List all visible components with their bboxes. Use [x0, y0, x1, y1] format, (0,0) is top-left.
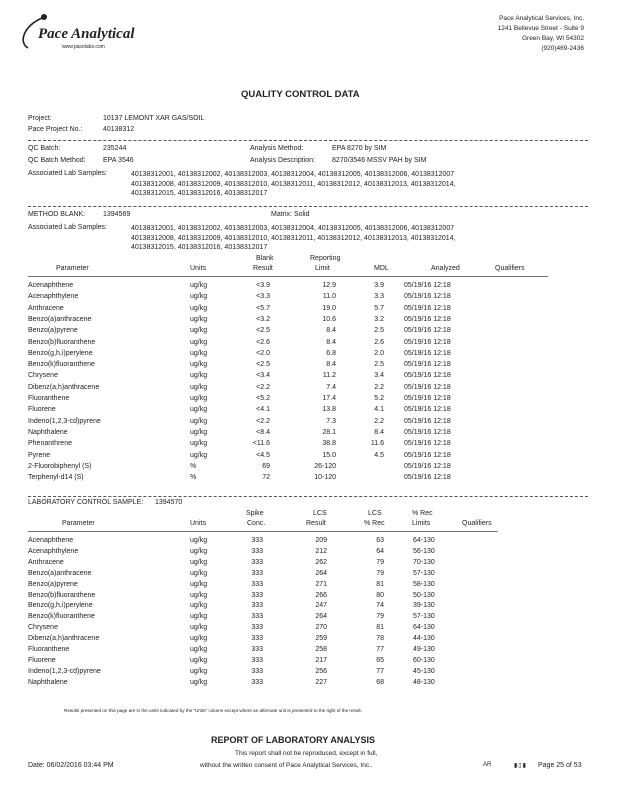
associated-samples-line: 40138312001, 40138312002, 40138312003, 40138312004, 40138312005, 40138312006, 40138312007	[131, 225, 455, 232]
cell-parameter: Phenanthrene	[28, 440, 72, 448]
cell-spike-conc: 333	[251, 656, 263, 664]
cell-analyzed: 05/19/16 12:18	[404, 474, 451, 482]
cell-analyzed: 05/19/16 12:18	[404, 282, 451, 289]
cell-parameter: Indeno(1,2,3-cd)pyrene	[28, 417, 101, 425]
cell-rec-limits: 50-130	[413, 591, 435, 599]
cell-reporting-limit: 17.4	[322, 395, 336, 402]
cell-parameter: Acenaphthylene	[28, 547, 79, 555]
cell-lcs-rec: 74	[376, 602, 384, 610]
cell-reporting-limit: 19.0	[322, 304, 336, 312]
cell-parameter: 2-Fluorobiphenyl (S)	[28, 462, 92, 470]
cell-rec-limits: 57-130	[413, 613, 435, 621]
cell-mdl: 8.4	[374, 428, 384, 436]
cell-analyzed: 05/19/16 12:18	[404, 372, 451, 380]
cell-blank-result: <2.5	[256, 361, 270, 369]
analysis-description-label: Analysis Description:	[250, 157, 315, 164]
cell-spike-conc: 333	[251, 547, 263, 555]
cell-blank-result: <4.1	[256, 406, 270, 414]
cell-reporting-limit: 12.9	[322, 282, 336, 289]
page-title: QUALITY CONTROL DATA	[241, 89, 360, 100]
cell-blank-result: <8.4	[256, 428, 270, 436]
cell-mdl: 5.7	[374, 304, 384, 312]
cell-units: %	[190, 462, 197, 470]
cell-analyzed: 05/19/16 12:18	[404, 383, 451, 391]
mb-associated-samples	[131, 224, 456, 253]
cell-blank-result: <3.9	[256, 282, 270, 289]
cell-parameter: Fluorene	[28, 656, 56, 664]
cell-parameter: Benzo(a)anthracene	[28, 569, 92, 577]
cell-rec-limits: 58-130	[413, 580, 435, 588]
col-spike-top: Spike	[246, 510, 264, 517]
cell-rec-limits: 70-130	[413, 558, 435, 566]
cell-analyzed: 05/19/16 12:18	[404, 462, 451, 470]
cell-units: ug/kg	[190, 537, 208, 544]
method-blank-label: METHOD BLANK:	[28, 211, 86, 218]
cell-blank-result: <2.2	[256, 383, 270, 391]
company-address	[498, 14, 584, 54]
cell-parameter: Chrysene	[28, 372, 58, 380]
cell-rec-limits: 48-130	[413, 678, 435, 686]
cell-rec-limits: 45-130	[413, 667, 435, 675]
cell-lcs-result: 247	[315, 602, 327, 610]
cell-reporting-limit: 11.2	[322, 372, 336, 380]
cell-spike-conc: 333	[251, 537, 263, 544]
cell-lcs-rec: 81	[376, 580, 384, 588]
qc-batch-method-label: QC Batch Method:	[28, 157, 86, 164]
cell-units: %	[190, 474, 197, 482]
analysis-method-value: EPA 8270 by SIM	[332, 145, 387, 152]
cell-lcs-result: 209	[315, 537, 327, 544]
col-reporting-bottom: Limit	[315, 265, 330, 272]
lcs-id: 1394570	[155, 499, 183, 506]
cell-units: ug/kg	[190, 440, 208, 448]
cell-analyzed: 05/19/16 12:18	[404, 293, 451, 301]
cell-rec-limits: 64-130	[413, 624, 435, 632]
cell-analyzed: 05/19/16 12:18	[404, 304, 451, 312]
lcs-label: LABORATORY CONTROL SAMPLE:	[28, 499, 144, 506]
cell-parameter: Dibenz(a,h)anthracene	[28, 383, 100, 391]
cell-lcs-rec: 79	[376, 569, 384, 577]
cell-spike-conc: 333	[251, 613, 263, 621]
cell-blank-result: <3.2	[256, 315, 270, 323]
associated-samples-line: 40138312008, 40138312009, 40138312010, 40138312011, 40138312012, 40138312013, 40138312014,	[131, 234, 456, 242]
cell-lcs-result: 227	[315, 678, 327, 686]
cell-parameter: Indeno(1,2,3-cd)pyrene	[28, 667, 101, 675]
cell-parameter: Naphthalene	[28, 428, 68, 436]
col-blank-top: Blank	[256, 255, 274, 262]
cell-lcs-rec: 80	[376, 591, 384, 599]
cell-lcs-rec: 65	[376, 656, 384, 664]
method-blank-id: 1394569	[103, 211, 131, 218]
cell-reporting-limit: 10-120	[314, 474, 336, 482]
project-label: Project:	[28, 115, 52, 122]
cell-blank-result: <3.3	[256, 293, 270, 301]
cell-lcs-rec: 78	[376, 635, 384, 643]
associated-samples	[131, 170, 456, 199]
cell-reporting-limit: 26-120	[314, 462, 336, 470]
report-date: Date: 06/02/2016 03:44 PM	[28, 762, 114, 769]
pace-project-label: Pace Project No.:	[28, 126, 83, 133]
method-blank-matrix: Matrix: Solid	[271, 211, 310, 218]
cell-mdl: 2.0	[374, 349, 384, 357]
cell-units: ug/kg	[190, 547, 208, 555]
cell-reporting-limit: 11.0	[322, 293, 336, 301]
cell-blank-result: <2.5	[256, 327, 270, 335]
cell-units: ug/kg	[190, 613, 208, 621]
cell-blank-result: <4.5	[256, 451, 270, 459]
cell-spike-conc: 333	[251, 646, 263, 653]
cell-parameter: Benzo(a)pyrene	[28, 327, 78, 335]
cell-lcs-rec: 77	[376, 646, 384, 653]
cell-rec-limits: 49-130	[413, 646, 435, 653]
cell-parameter: Anthracene	[28, 304, 64, 312]
footnote: Results presented on this page are in the units indicated by the "Units" column except where an alternate unit is presented to the right of the result.	[64, 708, 362, 713]
cell-spike-conc: 333	[251, 635, 263, 643]
cell-mdl: 2.2	[374, 417, 384, 425]
cell-analyzed: 05/19/16 12:18	[404, 440, 451, 448]
col-lcs-top: LCS	[313, 510, 327, 517]
cell-parameter: Benzo(g,h,i)perylene	[28, 349, 93, 357]
col-units: Units	[190, 265, 206, 272]
cell-units: ug/kg	[190, 349, 208, 357]
cell-units: ug/kg	[190, 315, 208, 323]
cell-parameter: Fluoranthene	[28, 395, 70, 402]
cell-analyzed: 05/19/16 12:18	[404, 428, 451, 436]
cell-blank-result: <5.2	[256, 395, 270, 402]
cell-lcs-result: 270	[315, 624, 327, 632]
analysis-method-label: Analysis Method:	[250, 145, 304, 152]
page-number: Page 25 of 53	[538, 762, 582, 769]
cell-lcs-result: 258	[315, 646, 327, 653]
cell-spike-conc: 333	[251, 580, 263, 588]
footer-line2: without the written consent of Pace Analytical Services, Inc..	[200, 762, 373, 769]
associated-samples-line: 40138312001, 40138312002, 40138312003, 40138312004, 40138312005, 40138312006, 40138312007	[131, 171, 455, 178]
cell-lcs-result: 212	[315, 547, 327, 555]
analysis-description-value: 8270/3546 MSSV PAH by SIM	[332, 157, 427, 164]
cell-units: ug/kg	[190, 569, 208, 577]
company-address-line2: Green Bay, WI 54302	[521, 35, 584, 42]
cell-mdl: 2.5	[374, 361, 384, 369]
cell-blank-result: <3.4	[256, 372, 270, 380]
cell-mdl: 3.2	[374, 315, 384, 323]
footer-marks: AR	[483, 762, 492, 768]
cell-parameter: Benzo(k)fluoranthene	[28, 613, 95, 621]
cell-lcs-result: 262	[315, 558, 327, 566]
table-header-rule	[28, 531, 498, 532]
cell-reporting-limit: 10.6	[322, 315, 336, 323]
cell-mdl: 3.9	[374, 282, 384, 289]
cell-parameter: Pyrene	[28, 451, 51, 459]
cell-lcs-result: 264	[315, 613, 327, 621]
cell-parameter: Benzo(a)anthracene	[28, 315, 92, 323]
cell-units: ug/kg	[190, 406, 208, 414]
cell-rec-limits: 56-130	[413, 547, 435, 555]
cell-units: ug/kg	[190, 591, 208, 599]
cell-spike-conc: 333	[251, 678, 263, 686]
cell-spike-conc: 333	[251, 569, 263, 577]
cell-parameter: Benzo(b)fluoranthene	[28, 338, 96, 346]
cell-units: ug/kg	[190, 361, 208, 369]
cell-lcs-rec: 64	[376, 547, 384, 555]
cell-units: ug/kg	[190, 428, 208, 436]
cell-parameter: Benzo(b)fluoranthene	[28, 591, 96, 599]
cell-lcs-result: 259	[315, 635, 327, 643]
col-reporting-top: Reporting	[310, 255, 341, 262]
barcode-icon: ▮▯▮	[514, 763, 527, 769]
mb-associated-samples-label: Associated Lab Samples:	[28, 224, 107, 231]
qc-batch-label: QC Batch:	[28, 145, 61, 152]
company-phone: (920)469-2436	[541, 45, 584, 52]
cell-parameter: Naphthalene	[28, 678, 68, 686]
cell-lcs-result: 256	[315, 667, 327, 675]
cell-parameter: Anthracene	[28, 558, 64, 566]
cell-blank-result: 69	[262, 462, 270, 470]
cell-lcs-rec: 81	[376, 624, 384, 632]
cell-mdl: 4.1	[374, 406, 384, 414]
col-blank-bottom: Result	[253, 265, 273, 272]
cell-reporting-limit: 28.1	[322, 428, 336, 436]
cell-blank-result: 72	[262, 474, 270, 482]
cell-units: ug/kg	[190, 678, 208, 686]
cell-units: ug/kg	[190, 293, 208, 301]
cell-units: ug/kg	[190, 624, 208, 632]
company-address-line1: 1241 Bellevue Street - Suite 9	[497, 25, 584, 32]
cell-units: ug/kg	[190, 372, 208, 380]
cell-reporting-limit: 7.3	[326, 417, 336, 425]
cell-lcs-rec: 79	[376, 558, 384, 566]
cell-spike-conc: 333	[251, 624, 263, 632]
associated-samples-label: Associated Lab Samples:	[28, 170, 107, 177]
logo-text: Pace Analytical	[38, 26, 135, 42]
col-rec-limits-top: % Rec	[412, 510, 433, 517]
cell-units: ug/kg	[190, 327, 208, 335]
cell-rec-limits: 60-130	[413, 656, 435, 664]
footer-line1: This report shall not be reproduced, except in full,	[235, 750, 378, 757]
cell-spike-conc: 333	[251, 591, 263, 599]
cell-parameter: Acenaphthene	[28, 282, 74, 289]
associated-samples-line: 40138312015, 40138312016, 40138312017	[131, 190, 268, 197]
cell-reporting-limit: 6.8	[326, 349, 336, 357]
cell-reporting-limit: 15.0	[322, 451, 336, 459]
cell-rec-limits: 64-130	[413, 537, 435, 544]
cell-units: ug/kg	[190, 282, 208, 289]
cell-units: ug/kg	[190, 417, 208, 425]
cell-lcs-result: 264	[315, 569, 327, 577]
cell-units: ug/kg	[190, 558, 208, 566]
cell-analyzed: 05/19/16 12:18	[404, 395, 451, 402]
pace-project-value: 40138312	[103, 126, 135, 133]
cell-parameter: Dibenz(a,h)anthracene	[28, 635, 100, 643]
cell-mdl: 3.4	[374, 372, 384, 380]
cell-analyzed: 05/19/16 12:18	[404, 349, 451, 357]
cell-rec-limits: 39-130	[413, 602, 435, 610]
cell-parameter: Terphenyl-d14 (S)	[28, 474, 84, 482]
project-value: 10137 LEMONT XAR GAS/SOIL	[103, 115, 205, 122]
cell-analyzed: 05/19/16 12:18	[404, 406, 451, 414]
table-header-rule	[28, 276, 548, 277]
cell-mdl: 11.6	[370, 440, 384, 448]
cell-mdl: 5.2	[374, 395, 384, 402]
col-lcs-rec-top: LCS	[368, 510, 382, 517]
col-qualifiers: Qualifiers	[462, 520, 492, 527]
cell-parameter: Benzo(k)fluoranthene	[28, 361, 95, 369]
cell-parameter: Acenaphthylene	[28, 293, 79, 301]
cell-units: ug/kg	[190, 667, 208, 675]
divider	[28, 206, 588, 207]
col-spike-bottom: Conc.	[247, 520, 266, 527]
cell-blank-result: <5.7	[256, 304, 270, 312]
associated-samples-line: 40138312015, 40138312016, 40138312017	[131, 244, 268, 251]
report-title: REPORT OF LABORATORY ANALYSIS	[211, 735, 376, 745]
col-qualifiers: Qualifiers	[495, 265, 525, 272]
cell-mdl: 2.6	[374, 338, 384, 346]
cell-units: ug/kg	[190, 383, 208, 391]
divider	[28, 496, 588, 497]
cell-units: ug/kg	[190, 602, 208, 610]
col-rec-limits-bottom: Limits	[412, 520, 431, 527]
cell-parameter: Benzo(g,h,i)perylene	[28, 602, 93, 610]
cell-units: ug/kg	[190, 656, 208, 664]
cell-blank-result: <2.2	[256, 417, 270, 425]
col-mdl: MDL	[374, 265, 389, 272]
cell-parameter: Chrysene	[28, 624, 58, 632]
logo-website: www.pacelabs.com	[62, 44, 105, 50]
cell-blank-result: <2.0	[256, 349, 270, 357]
cell-units: ug/kg	[190, 646, 208, 653]
cell-lcs-rec: 63	[376, 537, 384, 544]
associated-samples-line: 40138312008, 40138312009, 40138312010, 40138312011, 40138312012, 40138312013, 40138312014,	[131, 180, 456, 188]
cell-analyzed: 05/19/16 12:18	[404, 315, 451, 323]
col-parameter: Parameter	[62, 520, 95, 527]
cell-parameter: Acenaphthene	[28, 537, 74, 544]
cell-rec-limits: 57-130	[413, 569, 435, 577]
cell-spike-conc: 333	[251, 667, 263, 675]
cell-lcs-result: 217	[315, 656, 327, 664]
cell-blank-result: <2.6	[256, 338, 270, 346]
cell-reporting-limit: 8.4	[326, 327, 336, 335]
cell-reporting-limit: 8.4	[326, 338, 336, 346]
cell-analyzed: 05/19/16 12:18	[404, 451, 451, 459]
qc-batch-method-value: EPA 3546	[103, 157, 134, 164]
company-name: Pace Analytical Services, Inc.	[499, 15, 584, 22]
col-units: Units	[190, 520, 206, 527]
cell-analyzed: 05/19/16 12:18	[404, 338, 451, 346]
cell-units: ug/kg	[190, 395, 208, 402]
cell-units: ug/kg	[190, 304, 208, 312]
cell-units: ug/kg	[190, 451, 208, 459]
cell-analyzed: 05/19/16 12:18	[404, 327, 451, 335]
cell-analyzed: 05/19/16 12:18	[404, 417, 451, 425]
cell-rec-limits: 44-130	[413, 635, 435, 643]
cell-reporting-limit: 13.8	[322, 406, 336, 414]
cell-lcs-result: 271	[315, 580, 327, 588]
cell-mdl: 2.5	[374, 327, 384, 335]
cell-parameter: Fluoranthene	[28, 646, 70, 653]
divider	[28, 140, 588, 141]
col-lcs-bottom: Result	[306, 520, 326, 527]
cell-spike-conc: 333	[251, 602, 263, 610]
cell-analyzed: 05/19/16 12:18	[404, 361, 451, 369]
cell-blank-result: <11.6	[252, 440, 270, 448]
cell-mdl: 3.3	[374, 293, 384, 301]
cell-units: ug/kg	[190, 635, 208, 643]
cell-units: ug/kg	[190, 338, 208, 346]
cell-reporting-limit: 7.4	[326, 383, 336, 391]
cell-lcs-result: 266	[315, 591, 327, 599]
cell-lcs-rec: 68	[376, 678, 384, 686]
cell-reporting-limit: 38.8	[322, 440, 336, 448]
col-parameter: Parameter	[56, 265, 89, 272]
cell-lcs-rec: 77	[376, 667, 384, 675]
col-lcs-rec-bottom: % Rec	[364, 520, 385, 527]
cell-lcs-rec: 79	[376, 613, 384, 621]
cell-mdl: 2.2	[374, 383, 384, 391]
cell-units: ug/kg	[190, 580, 208, 588]
cell-spike-conc: 333	[251, 558, 263, 566]
cell-reporting-limit: 8.4	[326, 361, 336, 369]
cell-parameter: Fluorene	[28, 406, 56, 414]
cell-parameter: Benzo(a)pyrene	[28, 580, 78, 588]
qc-batch-value: 235244	[103, 145, 127, 152]
col-analyzed: Analyzed	[431, 265, 460, 272]
cell-mdl: 4.5	[374, 451, 384, 459]
